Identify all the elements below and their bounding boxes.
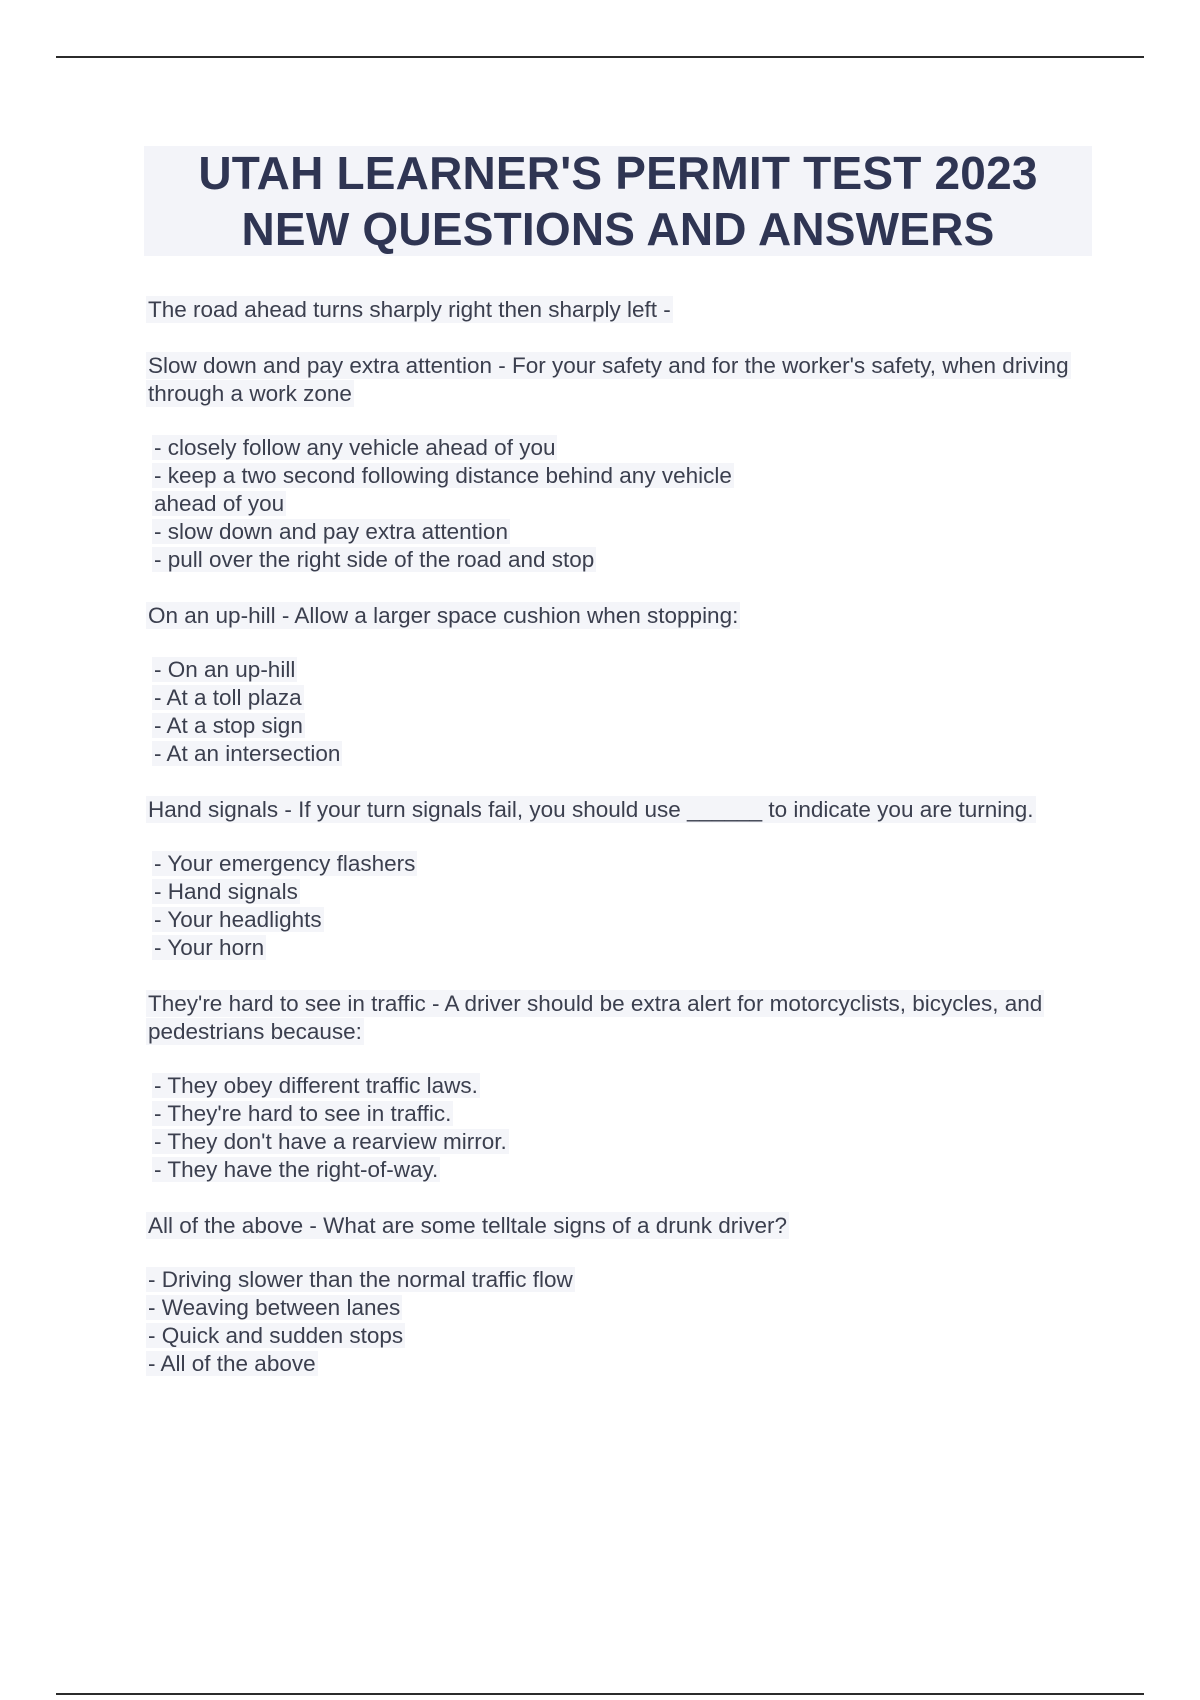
- qa-item-1: [146, 296, 1096, 324]
- bottom-rule: [56, 1693, 1144, 1695]
- answer-option: - They don't have a rearview mirror.: [154, 1129, 507, 1154]
- answer-option: - On an up-hill: [154, 657, 296, 682]
- question-text: The road ahead turns sharply right then sharply left -: [148, 297, 671, 322]
- answer-option: - Your horn: [154, 935, 265, 960]
- answer-option: - They're hard to see in traffic.: [154, 1101, 452, 1126]
- qa-item-5: [146, 990, 1096, 1184]
- answer-option: - They have the right-of-way.: [154, 1157, 439, 1182]
- answer-option: - At a stop sign: [154, 713, 303, 738]
- answer-option: - Your headlights: [154, 907, 322, 932]
- answer-option: ahead of you: [154, 491, 285, 516]
- answer-option: - Your emergency flashers: [154, 851, 416, 876]
- answer-option: - pull over the right side of the road and stop: [154, 547, 595, 572]
- answer-option: - All of the above: [148, 1351, 316, 1376]
- answer-option: - Quick and sudden stops: [148, 1323, 404, 1348]
- qa-content: [146, 296, 1096, 1406]
- answer-option: - keep a two second following distance behind any vehicle: [154, 463, 732, 488]
- qa-item-4: [146, 796, 1096, 962]
- answer-option: - Hand signals: [154, 879, 298, 904]
- answer-options: [146, 850, 1096, 962]
- title-line-1: UTAH LEARNER'S PERMIT TEST 2023: [198, 147, 1038, 199]
- document-title: [144, 146, 1092, 256]
- answer-options: [146, 1266, 1096, 1378]
- answer-options: [146, 656, 1096, 768]
- answer-option: - They obey different traffic laws.: [154, 1073, 478, 1098]
- answer-options: [146, 1072, 1096, 1184]
- answer-option: - slow down and pay extra attention: [154, 519, 508, 544]
- title-line-2: NEW QUESTIONS AND ANSWERS: [241, 203, 995, 255]
- answer-option: - Driving slower than the normal traffic flow: [148, 1267, 573, 1292]
- question-text: Slow down and pay extra attention - For your safety and for the worker's safety, when driving through a work zone: [148, 353, 1069, 406]
- qa-item-6: [146, 1212, 1096, 1378]
- answer-option: - At a toll plaza: [154, 685, 302, 710]
- top-rule: [56, 56, 1144, 58]
- qa-item-2: [146, 352, 1096, 574]
- answer-option: - At an intersection: [154, 741, 341, 766]
- qa-item-3: [146, 602, 1096, 768]
- answer-option: - Weaving between lanes: [148, 1295, 401, 1320]
- answer-options: [146, 434, 1096, 574]
- answer-option: - closely follow any vehicle ahead of you: [154, 435, 556, 460]
- question-text: Hand signals - If your turn signals fail, you should use ______ to indicate you are turning.: [148, 797, 1034, 822]
- question-text: They're hard to see in traffic - A driver should be extra alert for motorcyclists, bicycles, and pedestrians because:: [148, 991, 1043, 1044]
- question-text: On an up-hill - Allow a larger space cushion when stopping:: [148, 603, 739, 628]
- question-text: All of the above - What are some telltale signs of a drunk driver?: [148, 1213, 788, 1238]
